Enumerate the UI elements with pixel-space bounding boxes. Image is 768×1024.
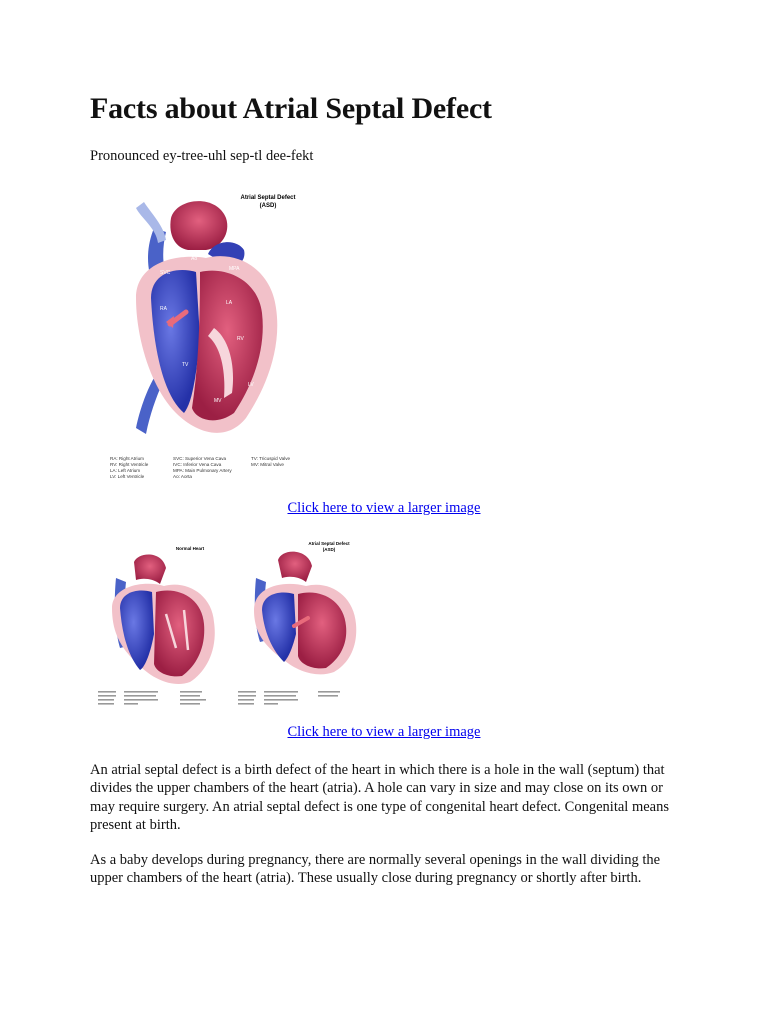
label-ra: RA [160, 306, 167, 312]
asd-title-line2: (ASD) [322, 547, 336, 552]
abbreviation-legend [110, 456, 291, 479]
asd-title-line1: Atrial Septal Defect [308, 541, 350, 546]
legend-mpa: MPA: Main Pulmonary Artery [173, 468, 232, 473]
label-la: LA [226, 300, 233, 306]
label-rv: RV [237, 336, 244, 342]
figure-caption-line2: (ASD) [259, 203, 277, 209]
label-ao: Ao [191, 256, 198, 262]
label-lv: LV [248, 382, 254, 388]
page-title: Facts about Atrial Septal Defect [90, 92, 492, 125]
label-mpa: MPA [229, 266, 240, 272]
legend-la: LA: Left Atrium [110, 468, 141, 473]
comparison-illustration [94, 538, 374, 710]
legend-rv: RV: Right Ventricle [110, 462, 149, 467]
legend-ra: RA: Right Atrium [110, 456, 144, 461]
legend-lv: LV: Left Ventricle [110, 474, 145, 479]
heart-illustration [96, 188, 316, 488]
legend-ao: Ao: Aorta [173, 474, 192, 479]
normal-heart-title: Normal Heart [175, 546, 205, 551]
comparison-legend-marks [98, 691, 340, 705]
normal-vs-asd-diagram [94, 538, 374, 710]
paragraph-definition: An atrial septal defect is a birth defect of the heart in which there is a hole in the wall (septum) that divides the upper chambers of the heart (atria). A hole can vary in size and may close on its own or may require surgery. An atrial septal defect is one type of congenital heart defect. Congenital means present at birth. [90, 762, 669, 833]
label-tv: TV [182, 362, 189, 368]
larger-image-link-2[interactable]: Click here to view a larger image [287, 724, 481, 740]
legend-mv: MV: Mitral Valve [251, 462, 284, 467]
legend-ivc: IVC: Inferior Vena Cava [173, 462, 222, 467]
pronunciation-text: Pronounced ey-tree-uhl sep-tl dee-fekt [90, 148, 314, 164]
asd-heart-diagram [96, 188, 316, 488]
label-mv: MV [214, 398, 222, 404]
figure-caption-line1: Atrial Septal Defect [240, 195, 296, 201]
larger-image-link-1[interactable]: Click here to view a larger image [287, 500, 481, 516]
paragraph-development: As a baby develops during pregnancy, there are normally several openings in the wall dividing the upper chambers of the heart (atria). These usually close during pregnancy or shortly after birth. [90, 852, 661, 887]
legend-tv: TV: Tricuspid Valve [251, 456, 291, 461]
label-svc: SVC [160, 270, 171, 276]
legend-svc: SVC: Superior Vena Cava [173, 456, 227, 461]
